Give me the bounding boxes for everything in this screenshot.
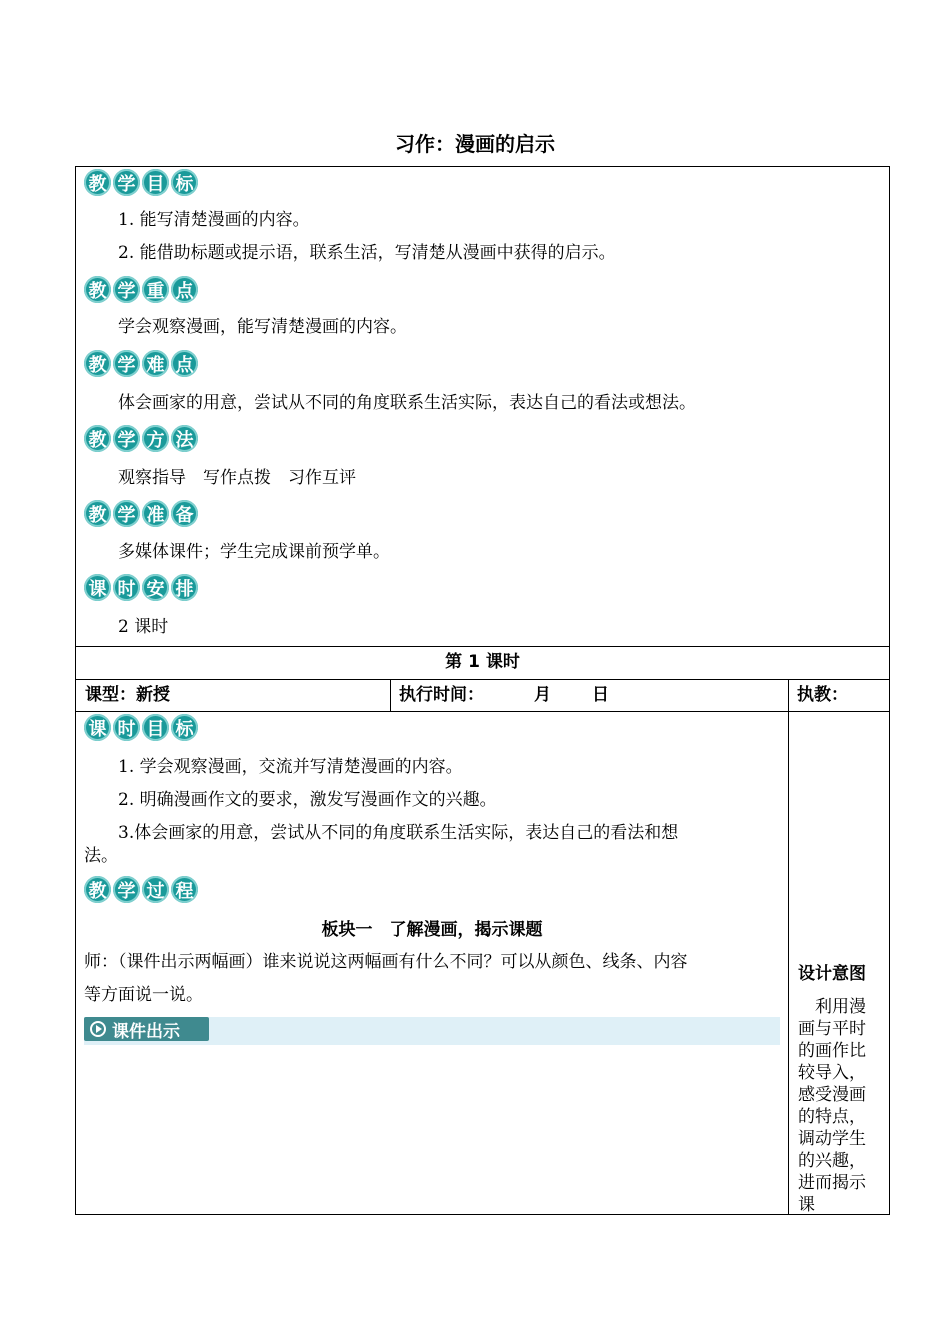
badge-char: 排: [171, 574, 198, 601]
badge-char: 学: [113, 425, 140, 452]
divider: [788, 712, 789, 1214]
badge-process: [84, 876, 198, 908]
badge-preparation: [84, 500, 198, 532]
teacher-line-cont: 等方面说一说。: [84, 985, 203, 1005]
lesson-main-row: [75, 711, 890, 1215]
badge-char: 难: [142, 350, 169, 377]
badge-key-point: [84, 276, 198, 308]
courseware-bar: [84, 1017, 780, 1045]
divider: [390, 680, 391, 711]
badge-char: 教: [84, 350, 111, 377]
badge-char: 教: [84, 876, 111, 903]
lesson-header-row: [75, 646, 890, 680]
badge-difficulty: [84, 350, 198, 382]
badge-char: 学: [113, 169, 140, 196]
design-intent-title: 设计意图: [798, 964, 866, 984]
teacher-label: 执教：: [797, 685, 848, 705]
courseware-label: 课件出示: [112, 1021, 180, 1042]
month-label: 月: [534, 685, 551, 705]
badge-char: 标: [171, 169, 198, 196]
lesson-meta-row: [75, 679, 890, 712]
divider: [788, 680, 789, 711]
objective-item-2: 2. 明确漫画作文的要求，激发写漫画作文的兴趣。: [118, 790, 497, 810]
lesson-header: 第 1 课时: [445, 652, 520, 672]
exec-time-label: 执行时间：: [399, 685, 484, 705]
badge-char: 教: [84, 276, 111, 303]
courseware-tag[interactable]: [84, 1017, 209, 1041]
badge-char: 过: [142, 876, 169, 903]
play-icon: [90, 1021, 106, 1037]
badge-char: 学: [113, 276, 140, 303]
page-title: 习作：漫画的启示: [395, 132, 555, 156]
badge-char: 时: [113, 574, 140, 601]
badge-char: 法: [171, 425, 198, 452]
badge-char: 目: [142, 169, 169, 196]
objective-item-3-cont: 法。: [84, 846, 118, 866]
key-point-text: 学会观察漫画，能写清楚漫画的内容。: [118, 317, 407, 337]
badge-char: 准: [142, 500, 169, 527]
badge-char: 标: [171, 714, 198, 741]
design-intent-text: 利用漫画与平时的画作比较导入，感受漫画的特点，调动学生的兴趣，进而揭示课: [798, 997, 866, 1215]
objective-item-3: 3.体会画家的用意，尝试从不同的角度联系生活实际，表达自己的看法和想: [118, 823, 679, 843]
method-text: 观察指导 写作点拨 习作互评: [118, 468, 356, 488]
day-label: 日: [592, 685, 609, 705]
badge-char: 程: [171, 876, 198, 903]
block-title: 板块一 了解漫画，揭示课题: [321, 920, 543, 940]
badge-char: 重: [142, 276, 169, 303]
badge-char: 教: [84, 425, 111, 452]
badge-char: 学: [113, 876, 140, 903]
objective-item-1: 1. 学会观察漫画，交流并写清楚漫画的内容。: [118, 757, 463, 777]
badge-char: 课: [84, 574, 111, 601]
badge-teaching-goal: [84, 169, 198, 201]
goal-item-1: 1. 能写清楚漫画的内容。: [118, 210, 310, 230]
badge-char: 备: [171, 500, 198, 527]
schedule-text: 2 课时: [118, 617, 169, 637]
badge-lesson-objective: [84, 714, 198, 746]
preparation-text: 多媒体课件；学生完成课前预学单。: [118, 542, 390, 562]
badge-char: 教: [84, 169, 111, 196]
badge-char: 学: [113, 350, 140, 377]
badge-char: 时: [113, 714, 140, 741]
difficulty-text: 体会画家的用意，尝试从不同的角度联系生活实际，表达自己的看法或想法。: [118, 393, 696, 413]
goal-item-2: 2. 能借助标题或提示语，联系生活，写清楚从漫画中获得的启示。: [118, 243, 616, 263]
badge-method: [84, 425, 198, 457]
badge-char: 安: [142, 574, 169, 601]
badge-schedule: [84, 574, 198, 606]
teacher-line: 师：（课件出示两幅画）谁来说说这两幅画有什么不同？可以从颜色、线条、内容: [84, 952, 688, 972]
lesson-type: 课型：新授: [85, 685, 170, 705]
badge-char: 学: [113, 500, 140, 527]
badge-char: 点: [171, 276, 198, 303]
badge-char: 方: [142, 425, 169, 452]
badge-char: 点: [171, 350, 198, 377]
badge-char: 教: [84, 500, 111, 527]
badge-char: 目: [142, 714, 169, 741]
overview-box: [75, 166, 890, 647]
badge-char: 课: [84, 714, 111, 741]
